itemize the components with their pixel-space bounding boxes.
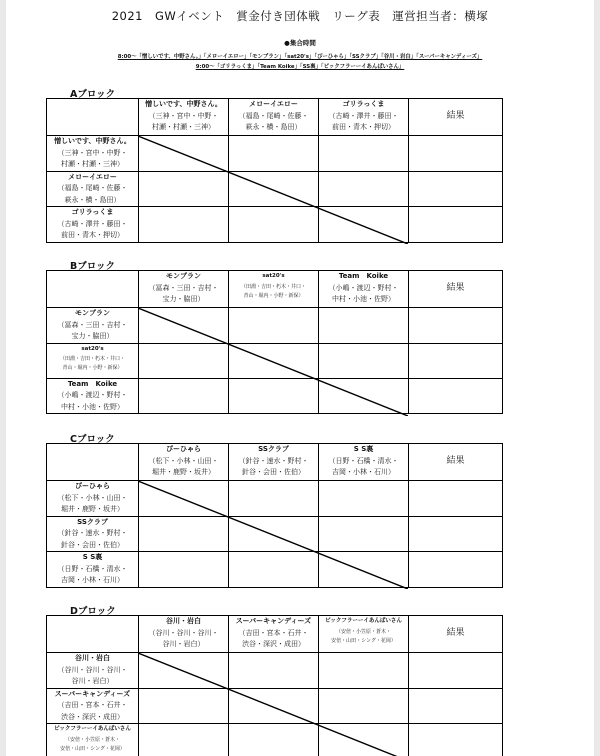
league-table	[46, 615, 503, 756]
block-label: Cブロック	[70, 434, 115, 445]
column-team-1	[139, 444, 229, 481]
column-team-1	[139, 271, 229, 308]
column-team-1	[139, 616, 229, 653]
team-members: （安倍・小笠原・蒼木・	[64, 736, 120, 743]
team-members: 萩永・横・島田）	[64, 195, 121, 204]
team-name: SSクラブ	[258, 445, 289, 453]
column-team-2	[229, 616, 319, 653]
score-cell	[229, 207, 319, 243]
team-name: ぴーひゃら	[166, 445, 201, 453]
team-members: （古崎・澤井・藤田・	[57, 219, 128, 228]
team-name: Team Koike	[67, 379, 118, 388]
team-name: メローイエロー	[249, 100, 298, 108]
result-cell	[409, 552, 503, 588]
team-name: スーパーキャンディーズ	[235, 617, 312, 625]
table-row	[47, 688, 503, 724]
team-members: 谷川・岩白）	[162, 640, 205, 648]
team-name: ピックフラーーイあんぱいさん	[54, 726, 131, 732]
row-team-1	[47, 308, 139, 344]
score-cell	[319, 481, 409, 517]
result-header: 結果	[409, 271, 503, 308]
score-cell	[319, 343, 409, 378]
team-members: 中村・小池・佐野）	[61, 402, 124, 411]
block-label: Aブロック	[70, 89, 116, 100]
team-name: ゴリラっくま	[342, 100, 385, 108]
team-name: S S裏	[82, 553, 103, 561]
row-team-1	[47, 136, 139, 172]
block-label: Bブロック	[70, 261, 116, 272]
table-row	[47, 724, 503, 756]
team-members: 針谷・会田・佐伯）	[242, 468, 305, 476]
row-team-2	[47, 516, 139, 552]
team-members: 前田・青木・押切）	[61, 231, 124, 239]
team-name: スーパーキャンディーズ	[54, 689, 131, 698]
diagonal-cell	[229, 343, 319, 378]
table-row	[47, 308, 503, 344]
row-team-3	[47, 378, 139, 414]
result-cell	[409, 688, 503, 724]
team-members: （針谷・速水・野村・	[238, 456, 309, 465]
score-cell	[319, 171, 409, 207]
team-members: （吉田・宮本・石井・	[57, 701, 128, 709]
diagonal-cell	[319, 724, 409, 756]
column-team-2	[229, 444, 319, 481]
team-members: 渋谷・深沢・成田）	[61, 712, 124, 721]
score-cell	[229, 378, 319, 414]
result-header: 結果	[409, 444, 503, 481]
team-name: sat20's	[81, 345, 104, 352]
team-members: 堀井・鹿野・坂井）	[61, 505, 124, 513]
team-name: ピックフラーーイあんぱいさん	[325, 618, 402, 624]
team-members: （日野・石橋・清水・	[57, 564, 128, 573]
block-label: Dブロック	[70, 606, 116, 617]
column-team-3	[319, 444, 409, 481]
team-members: （冨森・三田・吉村・	[57, 320, 128, 329]
team-name: モンブラン	[75, 309, 110, 317]
row-team-2	[47, 343, 139, 378]
score-cell	[229, 481, 319, 517]
team-members: （三神・宮中・中野・	[57, 148, 128, 157]
team-members: 宝力・脇田）	[162, 295, 205, 303]
score-cell	[319, 308, 409, 344]
team-members: （吉田・宮本・石井・	[238, 628, 309, 637]
result-cell	[409, 481, 503, 517]
corner-cell	[47, 99, 139, 136]
score-cell	[139, 552, 229, 588]
team-name: ぴーひゃら	[75, 482, 110, 490]
table-row	[47, 378, 503, 414]
score-cell	[319, 136, 409, 172]
document-page	[6, 0, 594, 756]
score-cell	[139, 724, 229, 756]
result-header: 結果	[409, 99, 503, 136]
result-cell	[409, 378, 503, 414]
team-members: 吉岡・小林・石川）	[61, 576, 124, 584]
score-cell	[139, 343, 229, 378]
corner-cell	[47, 616, 139, 653]
team-members: （福島・尾崎・佐藤・	[57, 184, 128, 192]
result-cell	[409, 343, 503, 378]
page-title: 2021 GWイベント 賞金付き団体戦 リーグ表 運営担当者：横塚	[111, 9, 489, 23]
score-cell	[139, 516, 229, 552]
diagonal-cell	[229, 516, 319, 552]
team-members: 村瀬・村瀬・三神）	[61, 160, 124, 168]
result-cell	[409, 207, 503, 243]
table-row	[47, 207, 503, 243]
score-cell	[319, 688, 409, 724]
team-members: （安倍・小笠原・蒼木・	[335, 628, 391, 635]
team-members: （三神・宮中・中野・	[148, 111, 219, 120]
table-row	[47, 171, 503, 207]
team-name: Team Koike	[338, 272, 389, 280]
diagonal-cell	[139, 653, 229, 689]
team-members: 谷川・岩白）	[71, 677, 114, 685]
score-cell	[319, 653, 409, 689]
column-team-2	[229, 99, 319, 136]
score-cell	[229, 552, 319, 588]
team-members: 青山・堀内・小野・新保）	[62, 365, 123, 371]
result-header: 結果	[409, 616, 503, 653]
team-members: （針谷・速水・野村・	[57, 529, 128, 537]
column-team-3	[319, 616, 409, 653]
diagonal-cell	[139, 136, 229, 172]
team-members: （小嶋・渡辺・野村・	[328, 283, 399, 292]
team-members: （松下・小林・山田・	[148, 456, 219, 465]
team-members: （福島・尾崎・佐藤・	[238, 111, 309, 120]
team-name: 谷川・岩白	[75, 654, 110, 662]
team-name: SSクラブ	[77, 517, 108, 526]
diagonal-cell	[139, 308, 229, 344]
score-cell	[319, 516, 409, 552]
table-row	[47, 516, 503, 552]
team-members: （田淵・吉田・朽木・井口・	[59, 356, 125, 362]
team-name: ゴリラっくま	[71, 208, 114, 216]
team-members: （冨森・三田・吉村・	[148, 283, 219, 292]
table-row	[47, 653, 503, 689]
row-team-2	[47, 171, 139, 207]
team-members: 安倍・山田・シング・花岡）	[60, 745, 125, 752]
score-cell	[229, 136, 319, 172]
score-cell	[139, 171, 229, 207]
schedule-line-900: 9:00～「ゴリラっくま」「Team Koike」「SS裏」「ピックフラーーイあんぱいさん」	[195, 64, 405, 70]
team-name: メローイエロー	[68, 172, 117, 181]
team-members: 萩永・横・島田）	[245, 123, 302, 131]
row-team-2	[47, 688, 139, 724]
diagonal-cell	[319, 552, 409, 588]
league-table	[46, 98, 503, 243]
team-name: S S裏	[353, 445, 374, 453]
score-cell	[229, 653, 319, 689]
result-cell	[409, 308, 503, 344]
result-cell	[409, 724, 503, 756]
team-members: 宝力・脇田）	[71, 332, 114, 340]
team-members: 中村・小池・佐野）	[332, 295, 395, 303]
score-cell	[229, 308, 319, 344]
team-name: sat20's	[262, 273, 285, 279]
row-team-1	[47, 653, 139, 689]
team-members: 村瀬・村瀬・三神）	[152, 123, 215, 131]
team-members: 堀井・鹿野・坂井）	[152, 468, 215, 476]
table-row	[47, 136, 503, 172]
result-cell	[409, 516, 503, 552]
league-table	[46, 270, 503, 414]
team-name: 憎しいです、中野さん。	[54, 137, 131, 145]
column-team-3	[319, 271, 409, 308]
diagonal-cell	[229, 171, 319, 207]
team-name: 谷川・岩白	[166, 617, 201, 625]
team-members: 針谷・会田・佐伯）	[61, 540, 124, 549]
team-members: （松下・小林・山田・	[57, 493, 128, 502]
result-cell	[409, 136, 503, 172]
team-members: 安倍・山田・シング・花岡）	[331, 637, 396, 644]
row-team-1	[47, 481, 139, 517]
table-row	[47, 481, 503, 517]
corner-cell	[47, 444, 139, 481]
team-name: モンブラン	[166, 272, 201, 280]
schedule-line-800: 8:00～「憎しいです、中野さん。」「メローイエロー」「モンブラン」「sat20's」「ぴーひゃら」「SSクラブ」「谷川・岩白」「スーパーキャンディーズ」	[117, 54, 483, 60]
diagonal-cell	[139, 481, 229, 517]
team-members: （谷川・谷川・谷川・	[148, 628, 219, 637]
result-cell	[409, 653, 503, 689]
table-row	[47, 552, 503, 588]
team-members: 前田・青木・押切）	[332, 123, 395, 131]
team-name: 憎しいです、中野さん。	[145, 100, 222, 108]
diagonal-cell	[319, 378, 409, 414]
row-team-3	[47, 724, 139, 756]
diagonal-cell	[319, 207, 409, 243]
corner-cell	[47, 271, 139, 308]
diagonal-cell	[229, 688, 319, 724]
team-members: （古崎・澤井・藤田・	[328, 111, 399, 120]
result-cell	[409, 171, 503, 207]
team-members: 青山・堀内・小野・新保）	[243, 292, 304, 299]
column-team-1	[139, 99, 229, 136]
score-cell	[139, 207, 229, 243]
team-members: （小嶋・渡辺・野村・	[57, 391, 128, 399]
column-team-2	[229, 271, 319, 308]
team-members: （日野・石橋・清水・	[328, 456, 399, 465]
league-table	[46, 443, 503, 588]
team-members: （谷川・谷川・谷川・	[57, 665, 128, 674]
score-cell	[229, 724, 319, 756]
team-members: （田淵・吉田・朽木・井口・	[240, 283, 306, 290]
row-team-3	[47, 207, 139, 243]
score-cell	[139, 378, 229, 414]
row-team-3	[47, 552, 139, 588]
team-members: 吉岡・小林・石川）	[332, 468, 395, 476]
score-cell	[139, 688, 229, 724]
table-row	[47, 343, 503, 378]
schedule-heading: ●集合時間	[284, 39, 316, 47]
team-members: 渋谷・深沢・成田）	[242, 640, 305, 648]
column-team-3	[319, 99, 409, 136]
